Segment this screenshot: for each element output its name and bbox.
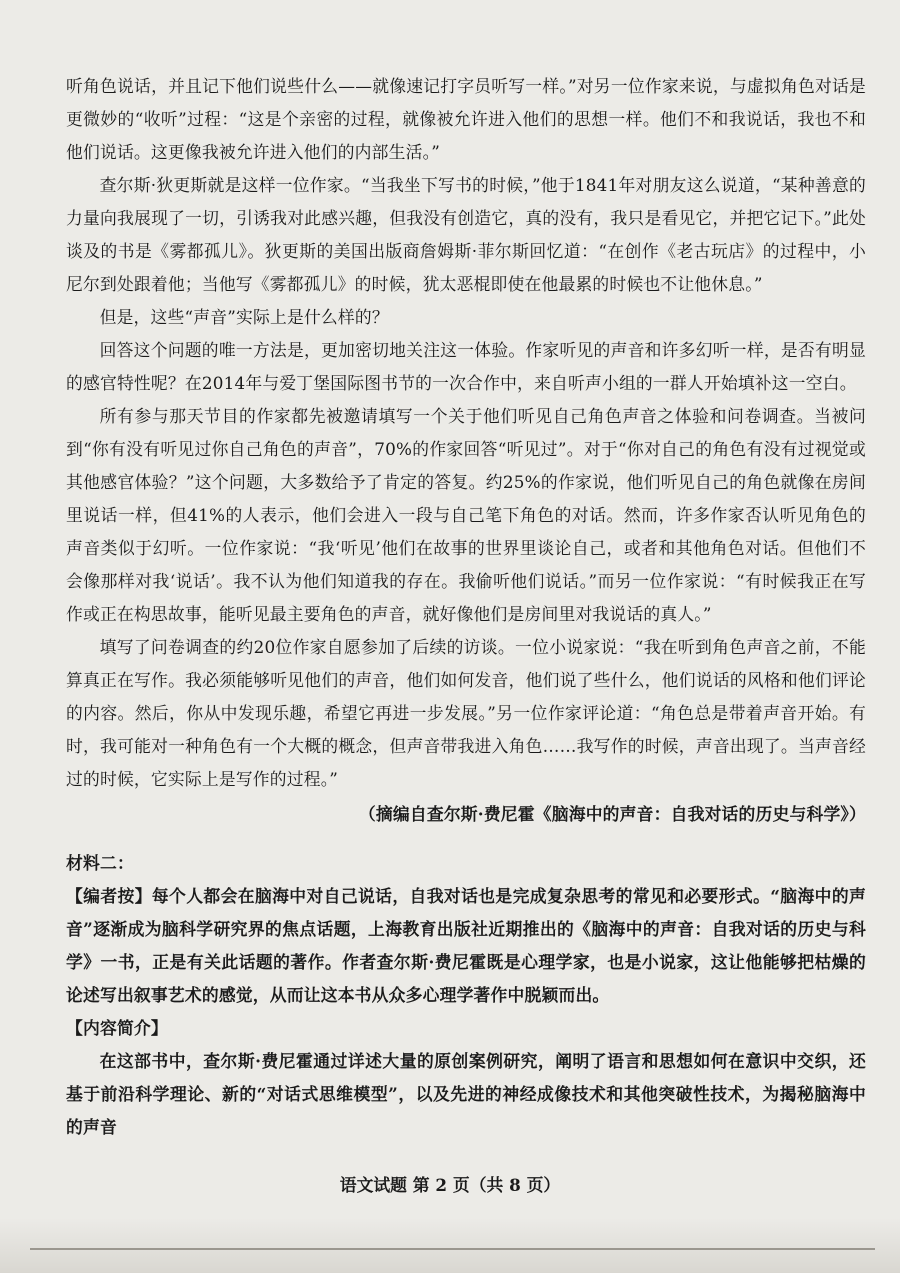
paragraph-6: 填写了问卷调查的约20位作家自愿参加了后续的访谈。一位小说家说：“我在听到角色声音之前，不能算真正在写作。我必须能够听见他们的声音，他们如何发音，他们说了些什么，他们说话的风格和他们评论的内容。然后，你从中发现乐趣，希望它再进一步发展。”另一位作家评论道：“角色总是带着声音开始。有时，我可能对一种角色有一个大概的概念，但声音带我进入角色……我写作的时候，声音出现了。当声音经过的时候，它实际上是写作的过程。” [66, 637, 866, 789]
editor-note: 【编者按】每个人都会在脑海中对自己说话，自我对话也是完成复杂思考的常见和必要形式。“脑海中的声音”逐渐成为脑科学研究界的焦点话题，上海教育出版社近期推出的《脑海中的声音：自我对话的历史与科学》一书，正是有关此话题的著作。作者查尔斯·费尼霍既是心理学家，也是小说家，这让他能够把枯燥的论述写出叙事艺术的感觉，从而让这本书从众多心理学著作中脱颖而出。 [66, 886, 866, 1005]
bottom-shadow [0, 1218, 900, 1273]
source-citation: （摘编自查尔斯·费尼霍《脑海中的声音：自我对话的历史与科学》） [358, 804, 866, 824]
page-content [66, 70, 866, 1144]
paragraph-5: 所有参与那天节目的作家都先被邀请填写一个关于他们听见自己角色声音之体验和问卷调查。当被问到“你有没有听见过你自己角色的声音”，70%的作家回答“听见过”。对于“你对自己的角色有没有过视觉或其他感官体验？”这个问题，大多数给予了肯定的答复。约25%的作家说，他们听见自己的角色就像在房间里说话一样，但41%的人表示，他们会进入一段与自己笔下角色的对话。然而，许多作家否认听见角色的声音类似于幻听。一位作家说：“我‘听见’他们在故事的世界里谈论自己，或者和其他角色对话。但他们不会像那样对我‘说话’。我不认为他们知道我的存在。我偷听他们说话。”而另一位作家说：“有时候我正在写作或正在构思故事，能听见最主要角色的声音，就好像他们是房间里对我说话的真人。” [66, 406, 866, 624]
paragraph-3: 但是，这些“声音”实际上是什么样的？ [99, 307, 389, 327]
paragraph-4: 回答这个问题的唯一方法是，更加密切地关注这一体验。作家听见的声音和许多幻听一样，是否有明显的感官特性呢？在2014年与爱丁堡国际图书节的一次合作中，来自听声小组的一群人开始填补这一空白。 [66, 340, 866, 393]
intro-heading: 【内容简介】 [66, 1018, 168, 1038]
page-footer: 语文试题 第 2 页（共 8 页） [339, 1175, 561, 1195]
paragraph-1: 听角色说话，并且记下他们说些什么——就像速记打字员听写一样。”对另一位作家来说，与虚拟角色对话是更微妙的“收听”过程：“这是个亲密的过程，就像被允许进入他们的思想一样。他们不和我说话，我也不和他们说话。这更像我被允许进入他们的内部生活。” [66, 76, 866, 162]
intro-text: 在这部书中，查尔斯·费尼霍通过详述大量的原创案例研究，阐明了语言和思想如何在意识中交织，还基于前沿科学理论、新的“对话式思维模型”，以及先进的神经成像技术和其他突破性技术，为揭秘脑海中的声音 [66, 1051, 866, 1137]
paper-edge [30, 1248, 875, 1250]
paragraph-2: 查尔斯·狄更斯就是这样一位作家。“当我坐下写书的时候，”他于1841年对朋友这么说道，“某种善意的力量向我展现了一切，引诱我对此感兴趣，但我没有创造它，真的没有，我只是看见它，并把它记下。”此处谈及的书是《雾都孤儿》。狄更斯的美国出版商詹姆斯·菲尔斯回忆道：“在创作《老古玩店》的过程中，小尼尔到处跟着他；当他写《雾都孤儿》的时候，犹太恶棍即使在他最累的时候也不让他休息。” [66, 175, 866, 294]
material-2-heading: 材料二： [66, 853, 134, 873]
